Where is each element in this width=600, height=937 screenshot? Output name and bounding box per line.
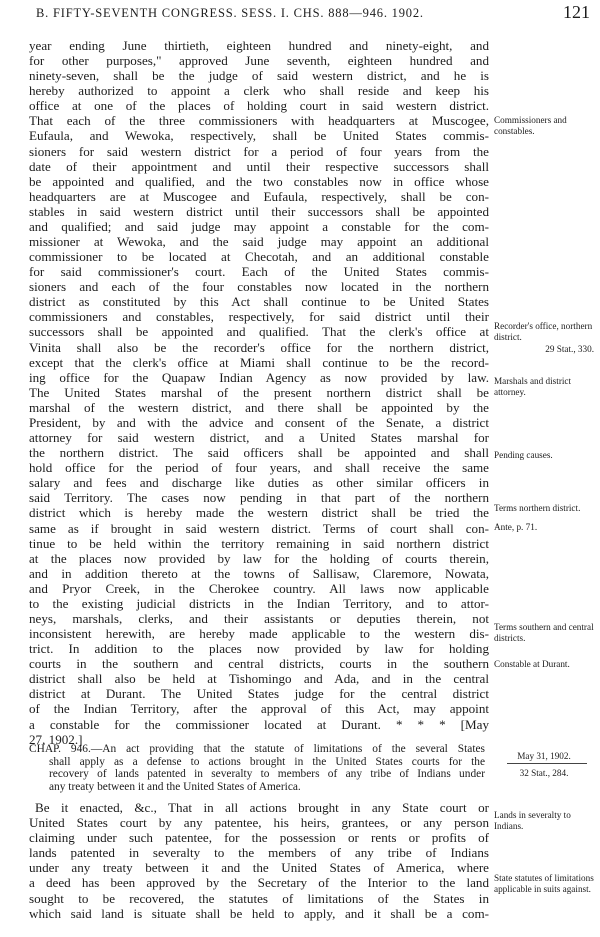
body-line: year ending June thirtieth, eighteen hundred and ninety-eight, and (29, 38, 489, 53)
enacting-line: a deed has been approved by the Secretary of the Interior to the land (29, 875, 489, 891)
body-line: tinue to be held within the territory remaining in said northern district (29, 535, 489, 551)
body-line: inconsistent herewith, are hereby made applicable to the western dis- (29, 626, 489, 642)
body-line: neys, marshals, clerks, and their assistants or deputies therein, not (29, 610, 489, 626)
chapter-line: CHAP. 946.—An act providing that the statute of limitations of the several States (29, 743, 485, 755)
body-line: courts in the southern and central districts, courts in the southern (29, 656, 489, 672)
body-line: Vinita shall also be the recorder's office for the northern district, (29, 339, 489, 355)
body-line: ing office for the Quapaw Indian Agency as now provided by law. (29, 369, 489, 385)
body-line: office at one of the places of holding court in said western district. (29, 98, 489, 114)
margin-note: Commissioners and constables. (494, 115, 567, 136)
body-line: stables in said western district until their successors shall be appointed (29, 203, 489, 219)
body-line: sioners for said western district for a period of four years from the (29, 143, 489, 159)
body-line: Eufaula, and Wewoka, respectively, shall be United States commis- (29, 128, 489, 144)
margin-note: Pending causes. (494, 450, 553, 460)
body-line: district which is hereby made the western district shall be tried the (29, 505, 489, 521)
margin-note: Terms northern district. (494, 503, 581, 513)
body-line: at the places now provided by law for the holding of courts therein, (29, 550, 489, 566)
body-line: successors shall be appointed and qualified. That the clerk's office at (29, 324, 489, 340)
body-line: date of their appointment and until their respective successors shall (29, 158, 489, 174)
enacting-line: sought to be recovered, the statutes of limitations of the States in (29, 890, 489, 906)
body-line: and qualified; and said judge may appoint a constable for the com- (29, 218, 489, 234)
body-line: That each of the three commissioners with headquarters at Muscogee, (29, 113, 489, 129)
body-line: ninety-seven, shall be the judge of said western district, and he is (29, 68, 489, 84)
body-line: sioners and each of the four constables now located in the northern (29, 279, 489, 295)
body-line: said Territory. The cases now pending in that part of the northern (29, 490, 489, 506)
margin-note: Terms southern and central districts. (494, 622, 594, 643)
enacting-line: United States court by any patentee, his heirs, grantees, or any person (29, 815, 489, 831)
body-line: of the Indian Territory, after the approval of this Act, may appoint (29, 701, 489, 717)
enacting-line: under any treaty between it and the United States of America, where (29, 860, 489, 876)
main-text (29, 38, 489, 747)
enacting-line: Be it enacted, &c., That in all actions brought in any State court or (35, 800, 489, 815)
body-line: district at Durant. The United States judge for the central district (29, 686, 489, 702)
body-line: trict. In addition to the places now provided by law for holding (29, 641, 489, 657)
chapter-line: recovery of lands patented in severalty to members of any tribe of Indians under (49, 768, 485, 781)
body-line: commissioners and constables, respectively, for said district until their (29, 309, 489, 325)
body-line: President, by and with the advice and consent of the Senate, a district (29, 414, 489, 430)
chapter-heading (29, 743, 485, 793)
body-line: district as constituted by this Act shall continue to be United States (29, 294, 489, 310)
body-line: the northern district. The said officers shall be appointed and shall (29, 445, 489, 461)
body-line: and Pryor Creek, in the Cherokee country. All laws now applicable (29, 580, 489, 596)
chapter-date: May 31, 1902. (517, 751, 571, 761)
body-line: commissioner to be located at Checotah, and an additional constable (29, 249, 489, 265)
margin-note: Ante, p. 71. (494, 522, 538, 532)
body-line: be appointed and qualified, and the two constables now in office whose (29, 173, 489, 189)
margin-note: Constable at Durant. (494, 659, 570, 669)
body-line: marshal of the western district, and there shall be appointed by the (29, 399, 489, 415)
body-line: same as if brought in said western district. Terms of court shall con- (29, 520, 489, 536)
body-line: headquarters are at Muscogee and Eufaula, respectively, shall be con- (29, 188, 489, 204)
chapter-line: any treaty between it and the United States of America. (49, 780, 301, 793)
body-line: attorney for said western district, and a United States marshal for (29, 430, 489, 446)
chapter-statute: 32 Stat., 284. (519, 768, 569, 778)
margin-note: 29 Stat., 330. (545, 344, 594, 354)
note-divider (507, 763, 587, 764)
margin-note: State statutes of limitations applicable in suits against. (494, 873, 594, 894)
body-line: The United States marshal of the present northern district shall be (29, 384, 489, 400)
body-line: and in addition thereto at the towns of Sallisaw, Claremore, Nowata, (29, 565, 489, 581)
page-number: 121 (563, 2, 590, 22)
body-line: for said commissioner's court. Each of the United States commis- (29, 264, 489, 280)
body-line: a constable for the commissioner located at Durant. * * * [May (29, 716, 489, 732)
body-line: 27, 1902.] (29, 731, 83, 747)
body-line: except that the clerk's office at Miami shall continue to be the record- (29, 354, 489, 370)
chapter-line: shall apply as a defense to actions brought in the United States courts for the (49, 755, 485, 768)
margin-note: Lands in severalty to Indians. (494, 810, 571, 831)
margin-note: Recorder's office, northern district. (494, 321, 593, 342)
running-title: B. FIFTY-SEVENTH CONGRESS. SESS. I. CHS. 888—946. 1902. (36, 6, 424, 20)
body-line: hold office for the period of four years, and shall receive the same (29, 460, 489, 476)
enacting-text (29, 800, 489, 921)
body-line: salary and fees and discharge like duties as other similar officers in (29, 475, 489, 491)
body-line: for other purposes," approved June seventh, eighteen hundred and (29, 53, 489, 69)
running-header (36, 2, 590, 26)
enacting-line: claiming under such patentee, for the possession or rents or profits of (29, 830, 489, 846)
body-line: to the existing judicial districts in the Indian Territory, and to attor- (29, 595, 489, 611)
body-line: hereby authorized to appoint a clerk who shall reside and keep his (29, 83, 489, 99)
body-line: district shall also be held at Tishomingo and Ada, and in the central (29, 671, 489, 687)
body-line: missioner at Wewoka, and the said judge may appoint an additional (29, 234, 489, 250)
margin-note: Marshals and district attorney. (494, 376, 572, 397)
enacting-line: lands patented in severalty to the members of any tribe of Indians (29, 845, 489, 861)
enacting-line: which said land is situate shall be held to apply, and it shall be a com- (29, 905, 489, 921)
